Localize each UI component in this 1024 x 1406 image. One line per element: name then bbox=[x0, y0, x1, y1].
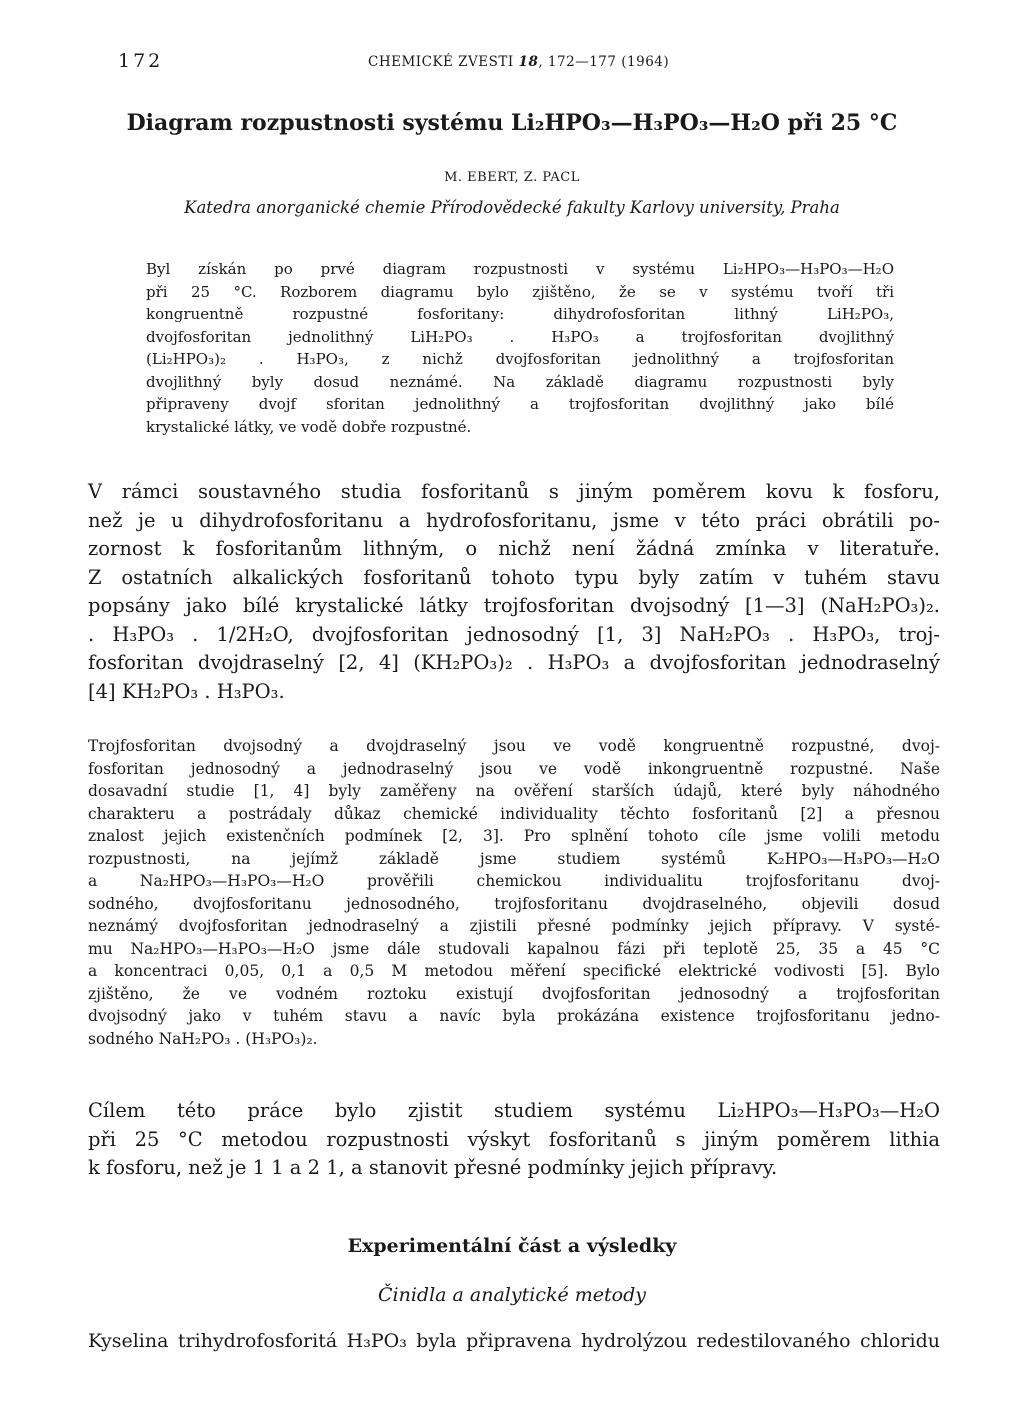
paragraph-line: než je u dihydrofosforitanu a hydrofosforitanu, jsme v této práci obrátili po- bbox=[88, 508, 940, 532]
paragraph-line: V rámci soustavného studia fosforitanů s jiným poměrem kovu k fosforu, bbox=[88, 480, 940, 503]
paragraph-line: zornost k fosforitanům lithným, o nichž není žádná zmínka v literatuře. bbox=[88, 537, 940, 560]
journal-name: CHEMICKÉ ZVESTI bbox=[368, 54, 514, 70]
subsection-heading: Činidla a analytické metody bbox=[378, 1284, 646, 1306]
abstract-line: krystalické látky, ve vodě dobře rozpustné. bbox=[146, 417, 472, 436]
journal-pages-year: , 172—177 (1964) bbox=[538, 54, 670, 70]
paragraph-line: mu Na₂HPO₃—H₃PO₃—H₂O jsme dále studovali kapalnou fázi při teplotě 25, 35 a 45 °C bbox=[88, 939, 940, 958]
paragraph-line: sodného, dvojfosforitanu jednosodného, trojfosforitanu dvojdraselného, objevili dosud bbox=[88, 894, 940, 913]
paragraph-line: a Na₂HPO₃—H₃PO₃—H₂O prověřili chemickou individualitu trojfosforitanu dvoj- bbox=[88, 872, 940, 890]
paragraph-line: Cílem této práce bylo zjistit studiem systému Li₂HPO₃—H₃PO₃—H₂O bbox=[88, 1099, 940, 1122]
abstract-line: Byl získán po prvé diagram rozpustnosti v systému Li₂HPO₃—H₃PO₃—H₂O bbox=[146, 260, 894, 278]
abstract-line: dvojfosforitan jednolithný LiH₂PO₃ . H₃PO₃ a trojfosforitan dvojlithný bbox=[146, 327, 894, 346]
abstract-line: kongruentně rozpustné fosforitany: dihydrofosforitan lithný LiH₂PO₃, bbox=[146, 305, 894, 323]
running-head bbox=[118, 50, 908, 74]
abstract-line: při 25 °C. Rozborem diagramu bylo zjištěno, že se v systému tvoří tři bbox=[146, 282, 894, 301]
paragraph-line: popsány jako bílé krystalické látky trojfosforitan dvojsodný [1—3] (NaH₂PO₃)₂. bbox=[88, 594, 940, 617]
paragraph-line: dosavadní studie [1, 4] byly zaměřeny na ověření starších údajů, které byly náhodného bbox=[88, 782, 940, 800]
paragraph-line: Kyselina trihydrofosforitá H₃PO₃ byla připravena hydrolýzou redestilovaného chloridu bbox=[88, 1330, 940, 1352]
paragraph-line: sodného NaH₂PO₃ . (H₃PO₃)₂. bbox=[88, 1029, 318, 1048]
paragraph-line: rozpustnosti, na jejímž základě jsme studiem systémů K₂HPO₃—H₃PO₃—H₂O bbox=[88, 849, 940, 868]
paragraph-line: [4] KH₂PO₃ . H₃PO₃. bbox=[88, 679, 285, 703]
section-heading: Experimentální část a výsledky bbox=[347, 1235, 677, 1257]
intro-paragraph bbox=[88, 478, 940, 706]
page-number: 172 bbox=[118, 50, 164, 72]
body-paragraph bbox=[88, 735, 940, 1050]
paragraph-line: neznámý dvojfosforitan jednodraselný a zjistili přesné podmínky jejich přípravy. V systé- bbox=[88, 917, 940, 935]
paragraph-line: Z ostatních alkalických fosforitanů tohoto typu byly zatím v tuhém stavu bbox=[88, 565, 940, 589]
journal-reference bbox=[368, 54, 669, 70]
paragraph-line: charakteru a postrádaly důkaz chemické individuality těchto fosforitanů [2] a přesnou bbox=[88, 804, 940, 823]
authors: M. EBERT, Z. PACL bbox=[444, 170, 580, 185]
paragraph-line: při 25 °C metodou rozpustnosti výskyt fosforitanů s jiným poměrem lithia bbox=[88, 1127, 940, 1151]
paragraph-line: Trojfosforitan dvojsodný a dvojdraselný jsou ve vodě kongruentně rozpustné, dvoj- bbox=[88, 737, 940, 755]
abstract-line: dvojlithný byly dosud neznámé. Na základě diagramu rozpustnosti byly bbox=[146, 372, 894, 391]
article-title: Diagram rozpustnosti systému Li₂HPO₃—H₃PO₃—H₂O při 25 °C bbox=[126, 110, 898, 136]
abstract-line: připraveny dvojf sforitan jednolithný a trojfosforitan dvojlithný jako bílé bbox=[146, 395, 894, 413]
abstract bbox=[146, 258, 894, 438]
paragraph-line: znalost jejich existenčních podmínek [2, 3]. Pro splnění tohoto cíle jsme volili metodu bbox=[88, 827, 940, 845]
aim-paragraph bbox=[88, 1097, 940, 1183]
paragraph-line: a koncentraci 0,05, 0,1 a 0,5 M metodou měření specifické elektrické vodivosti [5]. Bylo bbox=[88, 962, 940, 980]
abstract-line: (Li₂HPO₃)₂ . H₃PO₃, z nichž dvojfosforitan jednolithný a trojfosforitan bbox=[146, 350, 894, 368]
paragraph-line: . H₃PO₃ . 1/2H₂O, dvojfosforitan jednosodný [1, 3] NaH₂PO₃ . H₃PO₃, troj- bbox=[88, 622, 940, 646]
paragraph-line: dvojsodný jako v tuhém stavu a navíc byla prokázána existence trojfosforitanu jedno- bbox=[88, 1007, 940, 1025]
paragraph-line: fosforitan jednosodný a jednodraselný jsou ve vodě inkongruentně rozpustné. Naše bbox=[88, 759, 940, 778]
paragraph-line: k fosforu, než je 1 1 a 2 1, a stanovit přesné podmínky jejich přípravy. bbox=[88, 1156, 778, 1179]
paragraph-line: fosforitan dvojdraselný [2, 4] (KH₂PO₃)₂ . H₃PO₃ a dvojfosforitan jednodraselný bbox=[88, 651, 940, 674]
paragraph-line: zjištěno, že ve vodném roztoku existují dvojfosforitan jednosodný a trojfosforitan bbox=[88, 984, 940, 1003]
affiliation: Katedra anorganické chemie Přírodovědecké fakulty Karlovy university, Praha bbox=[184, 198, 840, 217]
journal-volume: 18 bbox=[518, 54, 539, 70]
